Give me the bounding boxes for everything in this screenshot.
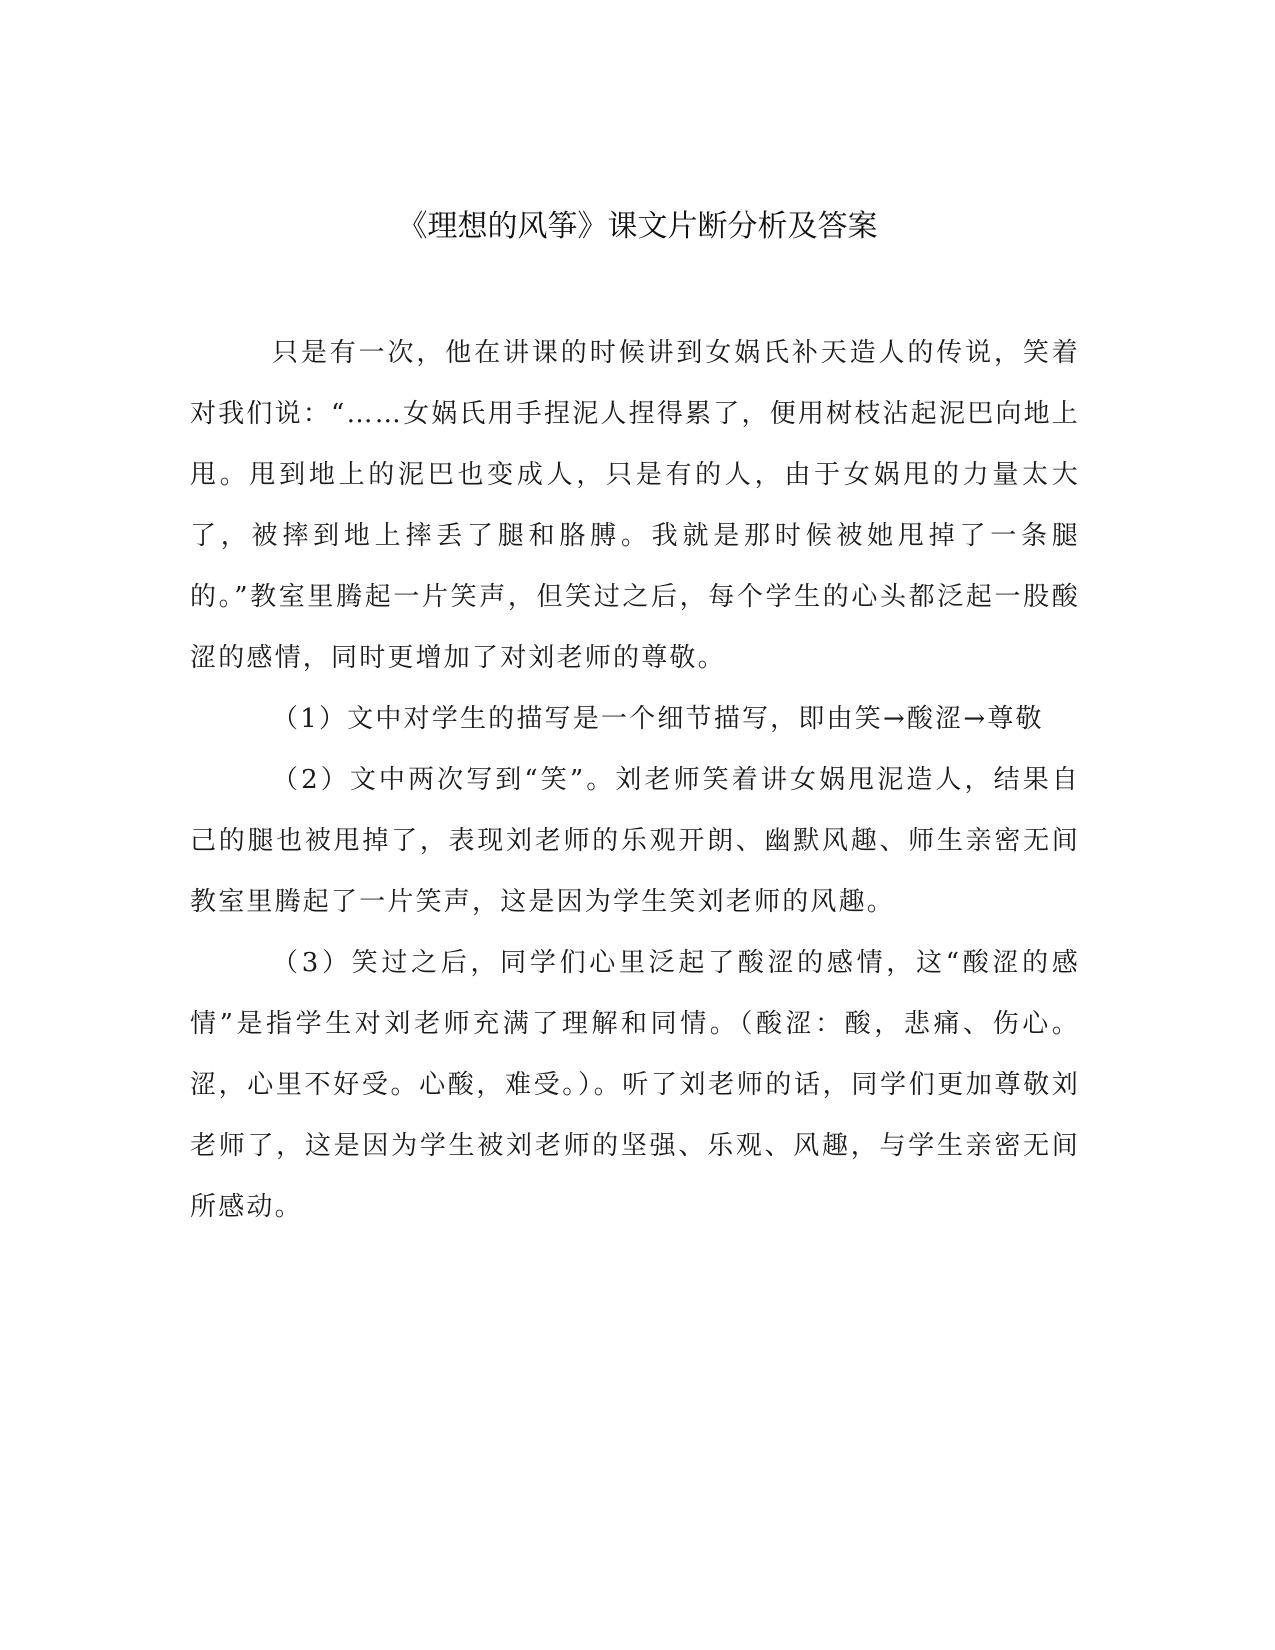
document-body bbox=[190, 323, 1080, 1238]
answer-3-paragraph: （3）笑过之后，同学们心里泛起了酸涩的感情，这“酸涩的感情”是指学生对刘老师充满了理解和同情。（酸涩：酸，悲痛、伤心。涩，心里不好受。心酸，难受。）。听了刘老师的话，同学们更加尊敬刘老师了，这是因为学生被刘老师的坚强、乐观、风趣，与学生亲密无间所感动。 bbox=[190, 948, 1080, 1222]
answer-2-paragraph: （2）文中两次写到“笑”。刘老师笑着讲女娲甩泥造人，结果自己的腿也被甩掉了，表现刘老师的乐观开朗、幽默风趣、师生亲密无间教室里腾起了一片笑声，这是因为学生笑刘老师的风趣。 bbox=[190, 765, 1080, 917]
passage-paragraph: 只是有一次，他在讲课的时候讲到女娲氏补天造人的传说，笑着对我们说：“……女娲氏用手捏泥人捏得累了，便用树枝沾起泥巴向地上甩。甩到地上的泥巴也变成人，只是有的人，由于女娲甩的力量太大了，被摔到地上摔丢了腿和胳膊。我就是那时候被她甩掉了一条腿的。”教室里腾起一片笑声，但笑过之后，每个学生的心头都泛起一股酸涩的感情，同时更增加了对刘老师的尊敬。 bbox=[190, 338, 1080, 673]
document-title: 《理想的风筝》课文片断分析及答案 bbox=[397, 209, 878, 244]
answer-1-paragraph: （1）文中对学生的描写是一个细节描写，即由笑→酸涩→尊敬 bbox=[272, 704, 1044, 734]
